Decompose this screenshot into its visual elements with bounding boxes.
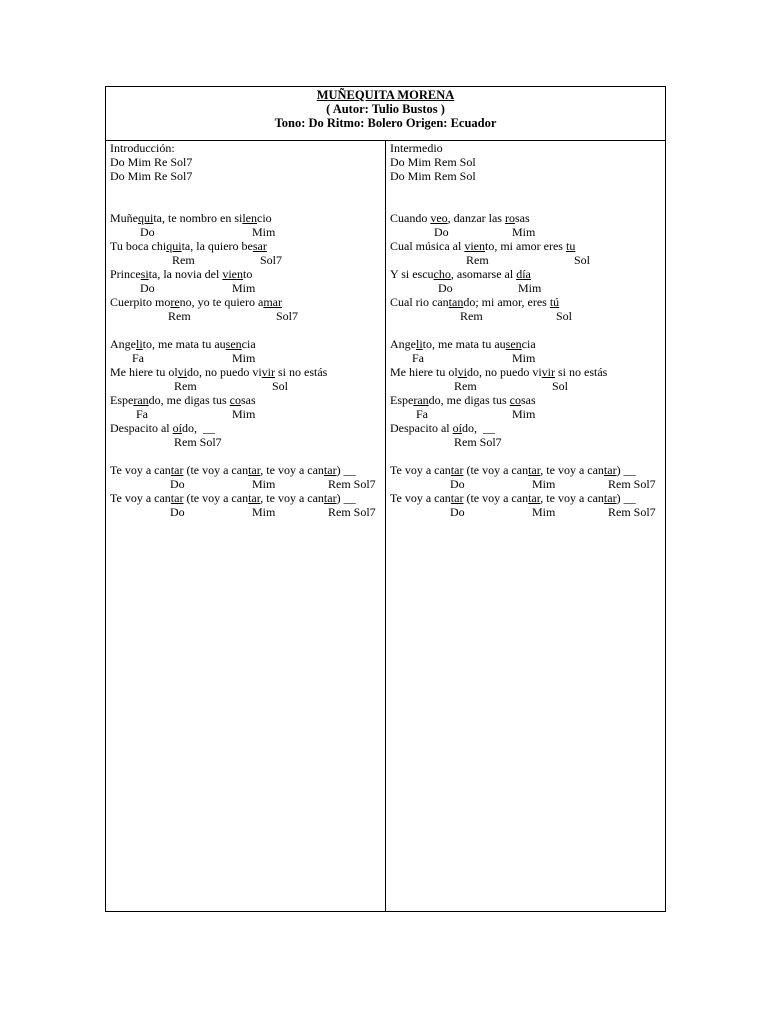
chord: Do	[434, 225, 449, 239]
right-column	[386, 141, 665, 911]
intro-chords: Do Mim Re Sol7	[110, 155, 193, 169]
song-title: MUÑEQUITA MORENA	[316, 88, 455, 102]
intro-chords: Do Mim Re Sol7	[110, 169, 193, 183]
chord: Sol	[574, 253, 591, 267]
chord: Rem Sol7	[608, 505, 656, 519]
lyric-line: Te voy a cantar (te voy a cantar, te voy a cantar) __	[390, 491, 636, 505]
left-column	[106, 141, 386, 911]
lyric-line: Esperando, me digas tus cosas	[110, 393, 256, 407]
chord: Mim	[252, 225, 276, 239]
chord: Do	[140, 225, 155, 239]
intro-label: Introducción:	[110, 141, 175, 155]
lyric-line: Cual música al viento, mi amor eres tu	[390, 239, 576, 253]
lyric-line: Te voy a cantar (te voy a cantar, te voy a cantar) __	[110, 491, 356, 505]
chord: Do	[170, 477, 185, 491]
chord: Mim	[518, 281, 542, 295]
lyric-line: Me hiere tu olvido, no puedo vivir si no estás	[110, 365, 328, 379]
chord: Rem Sol7	[608, 477, 656, 491]
lyric-line: Te voy a cantar (te voy a cantar, te voy a cantar) __	[390, 463, 636, 477]
lyric-line: Despacito al oído, __	[390, 421, 495, 435]
lyric-line: Angelito, me mata tu ausencia	[110, 337, 256, 351]
lyric-line: Y si escucho, asomarse al día	[390, 267, 531, 281]
chord: Mim	[252, 505, 276, 519]
chord: Sol7	[260, 253, 283, 267]
lyric-line: Tu boca chiquita, la quiero besar	[110, 239, 267, 253]
lyric-line: Muñequita, te nombro en silencio	[110, 211, 272, 225]
chord: Mim	[252, 477, 276, 491]
chord: Rem	[460, 309, 483, 323]
chord: Mim	[232, 351, 256, 365]
lyric-line: Cual rio cantando; mi amor, eres tú	[390, 295, 560, 309]
lyric-line: Angelito, me mata tu ausencia	[390, 337, 536, 351]
chord: Fa	[416, 407, 428, 421]
chord: Rem Sol7	[454, 435, 502, 449]
chord: Rem	[466, 253, 489, 267]
chord: Mim	[512, 225, 536, 239]
chord: Mim	[512, 407, 536, 421]
interlude-chords: Do Mim Rem Sol	[390, 155, 476, 169]
lyric-line: Despacito al oído, __	[110, 421, 215, 435]
interlude-chords: Do Mim Rem Sol	[390, 169, 476, 183]
chord: Sol	[556, 309, 573, 323]
lyric-line: Cuando veo, danzar las rosas	[390, 211, 530, 225]
chord: Rem	[172, 253, 195, 267]
chord: Mim	[532, 505, 556, 519]
interlude-label: Intermedio	[390, 141, 443, 155]
chord: Rem Sol7	[328, 505, 376, 519]
chord: Rem	[168, 309, 191, 323]
song-author: ( Autor: Tulio Bustos )	[326, 102, 445, 116]
chord: Mim	[512, 351, 536, 365]
chord: Do	[170, 505, 185, 519]
lyric-line: Cuerpito moreno, yo te quiero amar	[110, 295, 282, 309]
chord: Sol	[552, 379, 569, 393]
chord: Fa	[136, 407, 148, 421]
chord: Rem	[174, 379, 197, 393]
chord: Mim	[232, 281, 256, 295]
chord: Rem	[454, 379, 477, 393]
chord: Rem Sol7	[174, 435, 222, 449]
chord: Sol7	[276, 309, 299, 323]
chord: Fa	[132, 351, 144, 365]
song-info: Tono: Do Ritmo: Bolero Origen: Ecuador	[274, 116, 497, 130]
lyric-line: Me hiere tu olvido, no puedo vivir si no estás	[390, 365, 608, 379]
song-sheet	[105, 86, 666, 912]
chord: Sol	[272, 379, 289, 393]
chord: Do	[438, 281, 453, 295]
chord: Do	[140, 281, 155, 295]
chord: Do	[450, 505, 465, 519]
chord: Fa	[412, 351, 424, 365]
lyric-line: Esperando, me digas tus cosas	[390, 393, 536, 407]
lyric-line: Te voy a cantar (te voy a cantar, te voy a cantar) __	[110, 463, 356, 477]
chord: Mim	[232, 407, 256, 421]
chord: Rem Sol7	[328, 477, 376, 491]
lyric-line: Princesita, la novia del viento	[110, 267, 253, 281]
song-header	[106, 87, 665, 141]
chord: Mim	[532, 477, 556, 491]
chord: Do	[450, 477, 465, 491]
